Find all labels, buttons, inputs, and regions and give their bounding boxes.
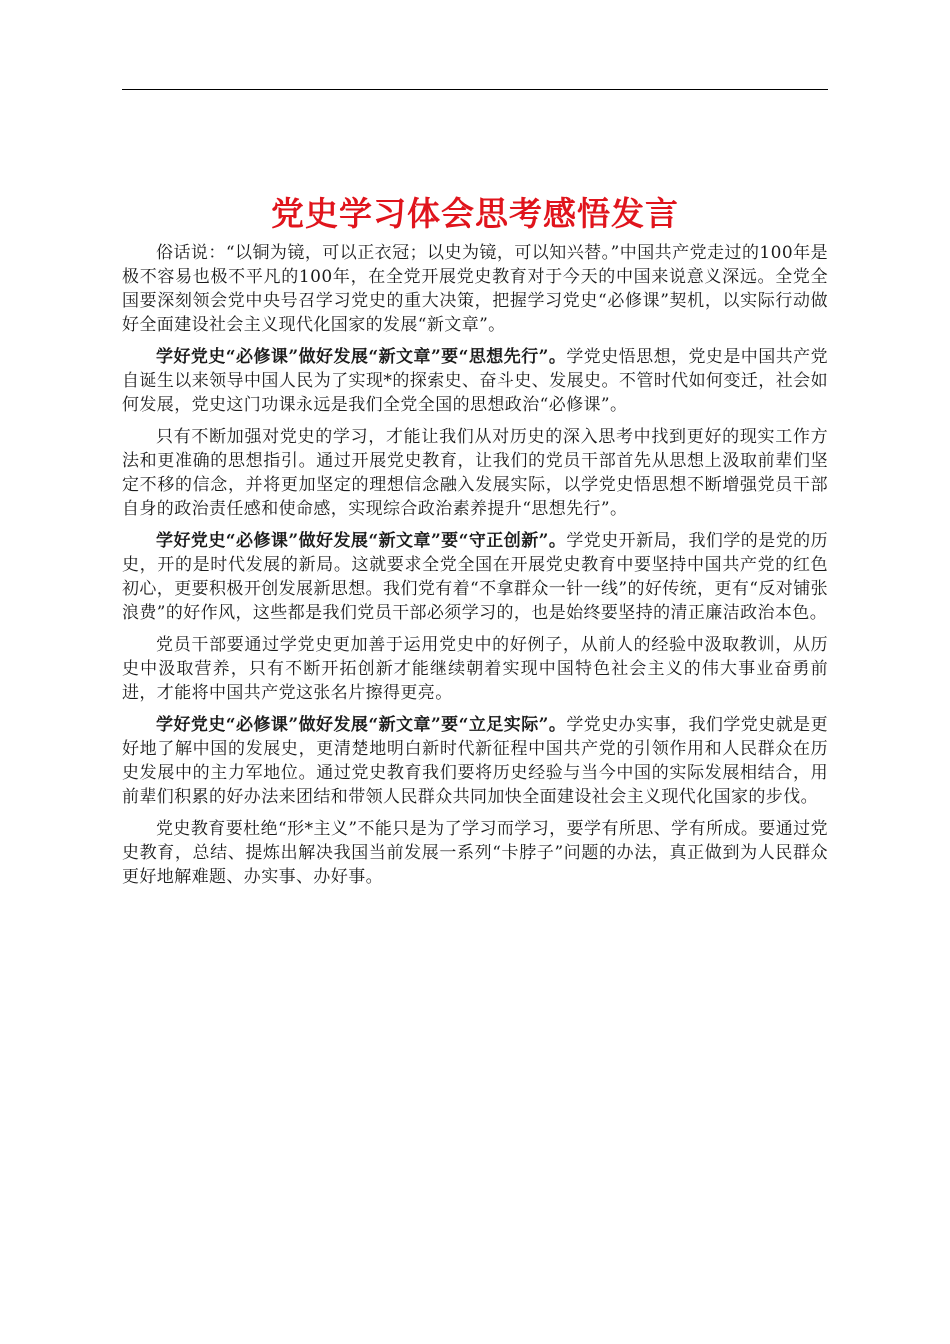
paragraph-text: 党员干部要通过学党史更加善于运用党史中的好例子，从前人的经验中汲取教训，从历史中汲取营养，只有不断开拓创新才能继续朝着实现中国特色社会主义的伟大事业奋勇前进，才能将中国共产党这张名片擦得更亮。: [122, 635, 828, 703]
paragraph-lead: 学好党史“必修课”做好发展“新文章”要“思想先行”。: [156, 347, 567, 367]
document-title: 党史学习体会思考感悟发言: [271, 194, 679, 233]
paragraph-section-innovation: [122, 529, 828, 625]
paragraph-lead: 学好党史“必修课”做好发展“新文章”要“守正创新”。: [156, 531, 567, 551]
paragraph-intro: [122, 241, 828, 337]
document-body: [122, 241, 828, 897]
paragraph-body: [122, 425, 828, 521]
paragraph-section-practice: [122, 713, 828, 809]
paragraph-text: 只有不断加强对党史的学习，才能让我们从对历史的深入思考中找到更好的现实工作方法和更准确的思想指引。通过开展党史教育，让我们的党员干部首先从思想上汲取前辈们坚定不移的信念，并将更加坚定的理想信念融入发展实际，以学党史悟思想不断增强党员干部自身的政治责任感和使命感，实现综合政治素养提升“思想先行”。: [122, 427, 828, 519]
paragraph-text: 学党史办实事，我们学党史就是更好地了解中国的发展史，更清楚地明白新时代新征程中国共产党的引领作用和人民群众在历史发展中的主力军地位。通过党史教育我们要将历史经验与当今中国的实际发展相结合，用前辈们积累的好办法来团结和带领人民群众共同加快全面建设社会主义现代化国家的步伐。: [122, 715, 829, 807]
paragraph-text: 学党史悟思想，党史是中国共产党自诞生以来领导中国人民为了实现*的探索史、奋斗史、发展史。不管时代如何变迁，社会如何发展，党史这门功课永远是我们全党全国的思想政治“必修课”。: [122, 347, 829, 415]
header-rule: [122, 89, 828, 90]
paragraph-text: 党史教育要杜绝“形*主义”不能只是为了学习而学习，要学有所思、学有所成。要通过党史教育，总结、提炼出解决我国当前发展一系列“卡脖子”问题的办法，真正做到为人民群众更好地解难题、办实事、办好事。: [122, 819, 828, 887]
paragraph-text: 俗话说：“以铜为镜，可以正衣冠；以史为镜，可以知兴替。”中国共产党走过的100年是极不容易也极不平凡的100年，在全党开展党史教育对于今天的中国来说意义深远。全党全国要深刻领会党中央号召学习党史的重大决策，把握学习党史“必修课”契机，以实际行动做好全面建设社会主义现代化国家的发展“新文章”。: [122, 243, 828, 335]
paragraph-lead: 学好党史“必修课”做好发展“新文章”要“立足实际”。: [156, 715, 567, 735]
paragraph-text: 学党史开新局，我们学的是党的历史，开的是时代发展的新局。这就要求全党全国在开展党史教育中要坚持中国共产党的红色初心，更要积极开创发展新思想。我们党有着“不拿群众一针一线”的好传统，更有“反对铺张浪费”的好作风，这些都是我们党员干部必须学习的，也是始终要坚持的清正廉洁政治本色。: [122, 531, 829, 623]
paragraph-body: [122, 817, 828, 889]
paragraph-body: [122, 633, 828, 705]
paragraph-section-thought: [122, 345, 828, 417]
